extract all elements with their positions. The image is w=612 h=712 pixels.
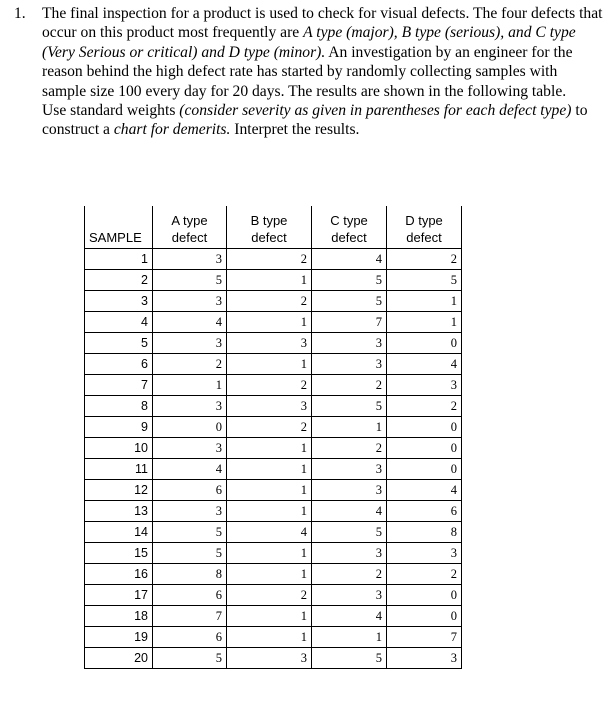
sample-cell: 20 [85,648,153,669]
sample-cell: 14 [85,522,153,543]
table-row [85,501,462,522]
table-row [85,438,462,459]
defect-count-cell: 2 [312,375,387,396]
header-a-type: A type defect [153,206,227,249]
sample-cell: 2 [85,270,153,291]
defect-count-cell: 4 [153,459,227,480]
defect-count-cell: 5 [387,270,462,291]
defect-count-cell: 5 [312,270,387,291]
table-row [85,606,462,627]
defect-count-cell: 4 [312,249,387,270]
defect-count-cell: 3 [387,543,462,564]
defect-count-cell: 5 [312,522,387,543]
defect-count-cell: 1 [227,543,312,564]
defect-count-cell: 1 [153,375,227,396]
defect-count-cell: 7 [387,627,462,648]
defect-count-cell: 0 [387,333,462,354]
table-row [85,249,462,270]
sample-cell: 16 [85,564,153,585]
table-row [85,354,462,375]
defect-count-cell: 1 [227,480,312,501]
defect-count-cell: 4 [227,522,312,543]
defect-count-cell: 3 [387,375,462,396]
table-header-row [85,206,462,249]
defect-count-cell: 2 [227,375,312,396]
defect-count-cell: 6 [387,501,462,522]
defect-count-cell: 5 [312,648,387,669]
table-row [85,417,462,438]
question-number: 1. [14,5,26,22]
defect-count-cell: 3 [312,333,387,354]
sample-cell: 15 [85,543,153,564]
defect-count-cell: 1 [227,354,312,375]
table-row [85,291,462,312]
header-b-type: B type defect [227,206,312,249]
defect-count-cell: 4 [312,501,387,522]
defect-count-cell: 1 [227,438,312,459]
defect-count-cell: 3 [153,396,227,417]
table-row [85,333,462,354]
defect-count-cell: 3 [153,501,227,522]
sample-cell: 1 [85,249,153,270]
table-row [85,459,462,480]
defect-count-cell: 3 [312,459,387,480]
defect-count-cell: 5 [153,648,227,669]
defect-count-cell: 1 [387,312,462,333]
defect-count-cell: 2 [227,249,312,270]
table-row [85,522,462,543]
defect-count-cell: 4 [153,312,227,333]
sample-cell: 11 [85,459,153,480]
sample-cell: 6 [85,354,153,375]
sample-cell: 18 [85,606,153,627]
defect-count-cell: 3 [312,354,387,375]
defect-count-cell: 3 [153,438,227,459]
table-row [85,585,462,606]
defect-count-cell: 1 [312,627,387,648]
defect-count-cell: 0 [387,606,462,627]
table-row [85,543,462,564]
defect-count-cell: 3 [153,249,227,270]
defect-count-cell: 2 [227,291,312,312]
defect-count-cell: 7 [153,606,227,627]
defect-count-cell: 1 [227,564,312,585]
sample-cell: 13 [85,501,153,522]
defects-table-container [84,206,462,669]
defect-count-cell: 0 [387,417,462,438]
defect-count-cell: 1 [387,291,462,312]
defect-count-cell: 2 [153,354,227,375]
defect-count-cell: 4 [387,354,462,375]
defect-count-cell: 0 [153,417,227,438]
table-row [85,627,462,648]
defect-count-cell: 1 [227,501,312,522]
defect-count-cell: 5 [312,291,387,312]
header-c-type: C type defect [312,206,387,249]
defect-count-cell: 5 [153,270,227,291]
defect-count-cell: 4 [312,606,387,627]
table-row [85,480,462,501]
question-paragraph-1: The final inspection for a product is used to check for visual defects. The four defects that occur on this product most frequently are A type (major), B type (serious), and C type (Very Serious or critical) and D type (minor). An investigation by an engineer for the reason behind the high defect rate has started by randomly collecting samples with sample size 100 every day for 20 days. The results are shown in the following table. [42,5,603,100]
defect-count-cell: 3 [387,648,462,669]
defect-count-cell: 0 [387,438,462,459]
sample-cell: 8 [85,396,153,417]
sample-cell: 3 [85,291,153,312]
defect-count-cell: 1 [227,459,312,480]
sample-cell: 12 [85,480,153,501]
defect-count-cell: 2 [227,585,312,606]
defect-count-cell: 8 [387,522,462,543]
sample-cell: 4 [85,312,153,333]
defect-count-cell: 3 [227,333,312,354]
defect-count-cell: 2 [387,396,462,417]
question-block [14,4,604,140]
defect-count-cell: 2 [387,249,462,270]
defect-count-cell: 5 [312,396,387,417]
defect-count-cell: 6 [153,480,227,501]
sample-cell: 9 [85,417,153,438]
defects-table [84,206,462,669]
defect-count-cell: 6 [153,585,227,606]
defect-count-cell: 2 [387,564,462,585]
defect-count-cell: 3 [312,585,387,606]
table-row [85,564,462,585]
defect-count-cell: 3 [227,648,312,669]
defect-count-cell: 6 [153,627,227,648]
defect-count-cell: 2 [227,417,312,438]
defect-count-cell: 1 [227,606,312,627]
table-row [85,312,462,333]
header-sample: SAMPLE [85,206,153,249]
defect-count-cell: 2 [312,438,387,459]
defect-count-cell: 0 [387,585,462,606]
table-row [85,648,462,669]
defect-count-cell: 1 [312,417,387,438]
table-row [85,270,462,291]
defect-count-cell: 2 [312,564,387,585]
header-d-type: D type defect [387,206,462,249]
question-paragraph-2: Use standard weights (consider severity as given in parentheses for each defect type) to construct a chart for demerits. Interpret the results. [42,102,588,139]
sample-cell: 10 [85,438,153,459]
sample-cell: 17 [85,585,153,606]
defect-count-cell: 1 [227,627,312,648]
table-body [85,249,462,669]
defect-count-cell: 0 [387,459,462,480]
defect-count-cell: 5 [153,543,227,564]
question-text [42,4,604,140]
sample-cell: 7 [85,375,153,396]
defect-count-cell: 8 [153,564,227,585]
defect-count-cell: 1 [227,312,312,333]
sample-cell: 19 [85,627,153,648]
defect-count-cell: 5 [153,522,227,543]
defect-count-cell: 3 [227,396,312,417]
table-row [85,396,462,417]
defect-count-cell: 7 [312,312,387,333]
table-row [85,375,462,396]
defect-count-cell: 4 [387,480,462,501]
defect-count-cell: 3 [312,543,387,564]
defect-count-cell: 3 [153,291,227,312]
defect-count-cell: 1 [227,270,312,291]
defect-count-cell: 3 [312,480,387,501]
sample-cell: 5 [85,333,153,354]
defect-count-cell: 3 [153,333,227,354]
